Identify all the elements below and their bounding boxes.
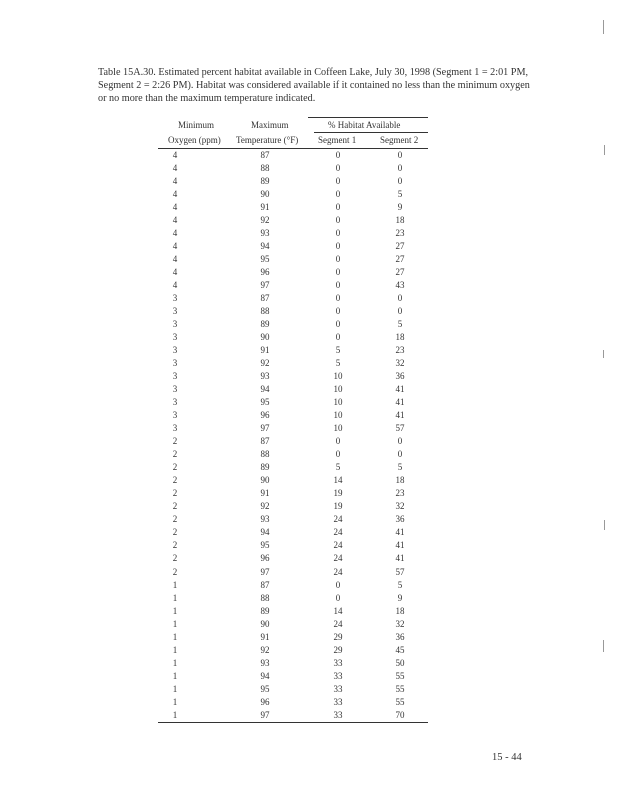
cell-max-temp: 95	[260, 683, 270, 694]
table-row	[158, 227, 428, 240]
cell-segment-2: 32	[395, 618, 405, 629]
cell-max-temp: 95	[260, 254, 270, 265]
table-row	[158, 409, 428, 422]
table-row	[158, 526, 428, 539]
table-row	[158, 214, 428, 227]
cell-max-temp: 90	[260, 189, 270, 200]
cell-max-temp: 89	[260, 462, 270, 473]
cell-segment-2: 57	[395, 423, 405, 434]
cell-segment-1: 5	[335, 462, 341, 473]
cell-min-oxygen: 2	[172, 475, 178, 486]
cell-segment-1: 33	[333, 670, 343, 681]
cell-segment-2: 0	[397, 150, 403, 160]
cell-min-oxygen: 3	[172, 410, 178, 421]
cell-segment-1: 19	[333, 501, 343, 512]
cell-segment-1: 0	[335, 202, 341, 213]
cell-min-oxygen: 1	[172, 644, 178, 655]
cell-segment-1: 0	[335, 228, 341, 239]
table-row	[158, 579, 428, 592]
table-row	[158, 461, 428, 474]
cell-max-temp: 89	[260, 605, 270, 616]
table-row	[158, 331, 428, 344]
cell-segment-1: 0	[335, 306, 341, 317]
cell-max-temp: 93	[260, 657, 270, 668]
cell-min-oxygen: 3	[172, 293, 178, 304]
cell-segment-2: 23	[395, 345, 405, 356]
cell-min-oxygen: 1	[172, 683, 178, 694]
cell-max-temp: 95	[260, 540, 270, 551]
cell-min-oxygen: 1	[172, 631, 178, 642]
cell-segment-2: 0	[397, 176, 403, 187]
table-row	[158, 605, 428, 618]
table-row	[158, 709, 428, 722]
cell-segment-1: 33	[333, 683, 343, 694]
cell-max-temp: 93	[260, 514, 270, 525]
cell-segment-1: 19	[333, 488, 343, 499]
cell-segment-2: 18	[395, 332, 405, 343]
cell-segment-2: 5	[397, 319, 403, 330]
cell-segment-1: 29	[333, 631, 343, 642]
cell-max-temp: 89	[260, 176, 270, 187]
table-row	[158, 618, 428, 631]
scan-speck	[604, 145, 605, 155]
header-min-oxygen-bottom: Oxygen (ppm)	[168, 135, 221, 145]
cell-min-oxygen: 1	[172, 696, 178, 707]
table-row	[158, 396, 428, 409]
cell-segment-2: 70	[395, 709, 405, 720]
cell-min-oxygen: 3	[172, 345, 178, 356]
cell-max-temp: 96	[260, 553, 270, 564]
cell-segment-1: 0	[335, 319, 341, 330]
cell-segment-1: 0	[335, 267, 341, 278]
cell-min-oxygen: 2	[172, 436, 178, 447]
table-row	[158, 370, 428, 383]
cell-segment-1: 24	[333, 527, 343, 538]
cell-segment-2: 45	[395, 644, 405, 655]
table-row	[158, 657, 428, 670]
table-row	[158, 566, 428, 579]
scan-speck	[603, 350, 604, 358]
cell-max-temp: 94	[260, 384, 270, 395]
header-max-temp-bottom: Temperature (°F)	[236, 135, 299, 145]
cell-segment-1: 24	[333, 618, 343, 629]
cell-segment-2: 32	[395, 358, 405, 369]
cell-min-oxygen: 3	[172, 423, 178, 434]
cell-segment-2: 9	[397, 202, 403, 213]
cell-segment-2: 5	[397, 462, 403, 473]
cell-min-oxygen: 1	[172, 592, 178, 603]
cell-segment-1: 0	[335, 579, 341, 590]
cell-max-temp: 92	[260, 501, 270, 512]
cell-min-oxygen: 1	[172, 605, 178, 616]
page-number: 15 - 44	[492, 752, 522, 763]
cell-min-oxygen: 2	[172, 566, 178, 577]
cell-min-oxygen: 4	[172, 189, 178, 200]
cell-segment-1: 0	[335, 176, 341, 187]
cell-segment-2: 41	[395, 397, 405, 408]
table-row	[158, 188, 428, 201]
cell-segment-2: 0	[397, 163, 403, 174]
cell-max-temp: 94	[260, 670, 270, 681]
cell-segment-2: 55	[395, 683, 405, 694]
cell-segment-2: 0	[397, 306, 403, 317]
cell-min-oxygen: 3	[172, 358, 178, 369]
cell-max-temp: 94	[260, 241, 270, 252]
cell-min-oxygen: 4	[172, 176, 178, 187]
cell-segment-2: 18	[395, 605, 405, 616]
cell-segment-2: 18	[395, 215, 405, 226]
cell-segment-1: 0	[335, 449, 341, 460]
table-row	[158, 448, 428, 461]
table-header	[158, 118, 428, 148]
table-row	[158, 552, 428, 565]
cell-segment-1: 10	[333, 371, 343, 382]
table-row	[158, 422, 428, 435]
table-row	[158, 162, 428, 175]
cell-segment-2: 32	[395, 501, 405, 512]
table-row	[158, 435, 428, 448]
cell-segment-2: 23	[395, 488, 405, 499]
cell-max-temp: 87	[260, 293, 270, 304]
table-row	[158, 318, 428, 331]
cell-min-oxygen: 2	[172, 449, 178, 460]
cell-segment-2: 0	[397, 436, 403, 447]
table-bottom-rule	[158, 722, 428, 723]
cell-max-temp: 97	[260, 709, 270, 720]
cell-min-oxygen: 3	[172, 397, 178, 408]
header-habitat-group: % Habitat Available	[328, 120, 401, 130]
cell-min-oxygen: 4	[172, 150, 178, 160]
cell-segment-2: 27	[395, 267, 405, 278]
cell-min-oxygen: 4	[172, 280, 178, 291]
cell-min-oxygen: 3	[172, 371, 178, 382]
cell-max-temp: 91	[260, 488, 270, 499]
table-row	[158, 240, 428, 253]
cell-segment-1: 0	[335, 280, 341, 291]
cell-min-oxygen: 2	[172, 540, 178, 551]
cell-segment-1: 14	[333, 475, 343, 486]
table-row	[158, 201, 428, 214]
cell-min-oxygen: 1	[172, 618, 178, 629]
cell-max-temp: 97	[260, 566, 270, 577]
table-row	[158, 344, 428, 357]
cell-segment-1: 0	[335, 254, 341, 265]
cell-min-oxygen: 4	[172, 241, 178, 252]
cell-segment-1: 0	[335, 332, 341, 343]
cell-min-oxygen: 2	[172, 553, 178, 564]
cell-max-temp: 87	[260, 150, 270, 160]
cell-max-temp: 91	[260, 345, 270, 356]
cell-max-temp: 87	[260, 436, 270, 447]
cell-segment-1: 24	[333, 540, 343, 551]
cell-segment-1: 24	[333, 553, 343, 564]
table-row	[158, 513, 428, 526]
cell-segment-1: 0	[335, 592, 341, 603]
cell-segment-2: 0	[397, 449, 403, 460]
scan-speck	[604, 520, 605, 530]
cell-max-temp: 94	[260, 527, 270, 538]
table-row	[158, 683, 428, 696]
cell-min-oxygen: 2	[172, 527, 178, 538]
cell-segment-2: 50	[395, 657, 405, 668]
cell-segment-2: 41	[395, 384, 405, 395]
cell-segment-1: 33	[333, 709, 343, 720]
cell-segment-1: 0	[335, 189, 341, 200]
cell-max-temp: 92	[260, 358, 270, 369]
cell-min-oxygen: 4	[172, 163, 178, 174]
header-max-temp-top: Maximum	[251, 120, 289, 130]
table-row	[158, 474, 428, 487]
cell-segment-1: 29	[333, 644, 343, 655]
cell-min-oxygen: 2	[172, 501, 178, 512]
table-row	[158, 592, 428, 605]
cell-max-temp: 90	[260, 332, 270, 343]
cell-min-oxygen: 3	[172, 319, 178, 330]
header-min-oxygen-top: Minimum	[178, 120, 215, 130]
cell-segment-1: 0	[335, 150, 341, 160]
scan-speck	[603, 640, 604, 652]
cell-segment-1: 10	[333, 423, 343, 434]
cell-max-temp: 91	[260, 631, 270, 642]
cell-max-temp: 93	[260, 228, 270, 239]
cell-segment-2: 41	[395, 553, 405, 564]
cell-min-oxygen: 2	[172, 514, 178, 525]
table-row	[158, 644, 428, 657]
cell-max-temp: 90	[260, 618, 270, 629]
cell-max-temp: 95	[260, 397, 270, 408]
cell-segment-1: 14	[333, 605, 343, 616]
cell-segment-2: 18	[395, 475, 405, 486]
cell-min-oxygen: 2	[172, 462, 178, 473]
cell-segment-2: 41	[395, 527, 405, 538]
cell-max-temp: 91	[260, 202, 270, 213]
cell-segment-2: 36	[395, 631, 405, 642]
cell-segment-1: 0	[335, 215, 341, 226]
cell-max-temp: 97	[260, 280, 270, 291]
cell-max-temp: 96	[260, 267, 270, 278]
table-row	[158, 696, 428, 709]
cell-min-oxygen: 1	[172, 670, 178, 681]
table-row	[158, 487, 428, 500]
table-row	[158, 357, 428, 370]
cell-segment-1: 10	[333, 410, 343, 421]
cell-segment-1: 33	[333, 657, 343, 668]
cell-segment-2: 27	[395, 254, 405, 265]
table-row	[158, 266, 428, 279]
cell-max-temp: 87	[260, 579, 270, 590]
header-segment-2: Segment 2	[380, 135, 419, 145]
cell-segment-2: 9	[397, 592, 403, 603]
cell-min-oxygen: 4	[172, 228, 178, 239]
cell-max-temp: 92	[260, 215, 270, 226]
cell-segment-2: 57	[395, 566, 405, 577]
cell-max-temp: 89	[260, 319, 270, 330]
cell-segment-2: 41	[395, 540, 405, 551]
table-body	[158, 149, 428, 722]
cell-segment-2: 36	[395, 514, 405, 525]
cell-min-oxygen: 1	[172, 579, 178, 590]
cell-max-temp: 88	[260, 449, 270, 460]
cell-segment-2: 0	[397, 293, 403, 304]
table-row	[158, 279, 428, 292]
cell-segment-2: 36	[395, 371, 405, 382]
table-row	[158, 500, 428, 513]
cell-segment-1: 0	[335, 293, 341, 304]
cell-segment-1: 24	[333, 514, 343, 525]
cell-max-temp: 96	[260, 410, 270, 421]
cell-min-oxygen: 4	[172, 202, 178, 213]
table-row	[158, 670, 428, 683]
cell-max-temp: 88	[260, 306, 270, 317]
cell-segment-1: 10	[333, 397, 343, 408]
header-segment-1: Segment 1	[318, 135, 357, 145]
cell-segment-1: 5	[335, 345, 341, 356]
cell-segment-1: 0	[335, 163, 341, 174]
cell-max-temp: 97	[260, 423, 270, 434]
cell-segment-1: 0	[335, 436, 341, 447]
cell-segment-1: 10	[333, 384, 343, 395]
cell-max-temp: 93	[260, 371, 270, 382]
cell-segment-2: 23	[395, 228, 405, 239]
cell-min-oxygen: 3	[172, 306, 178, 317]
cell-segment-1: 24	[333, 566, 343, 577]
cell-segment-2: 55	[395, 670, 405, 681]
cell-max-temp: 92	[260, 644, 270, 655]
scan-speck	[603, 20, 604, 34]
cell-segment-2: 27	[395, 241, 405, 252]
cell-segment-1: 5	[335, 358, 341, 369]
cell-min-oxygen: 1	[172, 657, 178, 668]
cell-segment-2: 5	[397, 579, 403, 590]
cell-segment-2: 43	[395, 280, 405, 291]
cell-min-oxygen: 4	[172, 254, 178, 265]
table-row	[158, 149, 428, 162]
cell-min-oxygen: 2	[172, 488, 178, 499]
table-row	[158, 631, 428, 644]
table-caption: Table 15A.30. Estimated percent habitat available in Coffeen Lake, July 30, 1998 (Segment 1 = 2:01 PM, Segment 2 = 2:26 PM). Habitat was considered available if it contained no less than the minimum oxygen or no more than the maximum temperature indicated.	[98, 67, 530, 104]
cell-min-oxygen: 4	[172, 267, 178, 278]
table-row	[158, 305, 428, 318]
cell-min-oxygen: 3	[172, 332, 178, 343]
habitat-group-rule	[314, 132, 428, 133]
habitat-table	[158, 117, 428, 723]
table-row	[158, 175, 428, 188]
cell-max-temp: 90	[260, 475, 270, 486]
cell-max-temp: 88	[260, 163, 270, 174]
table-row	[158, 383, 428, 396]
cell-min-oxygen: 4	[172, 215, 178, 226]
table-row	[158, 253, 428, 266]
cell-min-oxygen: 1	[172, 709, 178, 720]
cell-segment-2: 5	[397, 189, 403, 200]
cell-segment-1: 0	[335, 241, 341, 252]
cell-max-temp: 88	[260, 592, 270, 603]
table-row	[158, 539, 428, 552]
cell-segment-2: 55	[395, 696, 405, 707]
cell-min-oxygen: 3	[172, 384, 178, 395]
cell-segment-2: 41	[395, 410, 405, 421]
table-row	[158, 292, 428, 305]
cell-max-temp: 96	[260, 696, 270, 707]
cell-segment-1: 33	[333, 696, 343, 707]
